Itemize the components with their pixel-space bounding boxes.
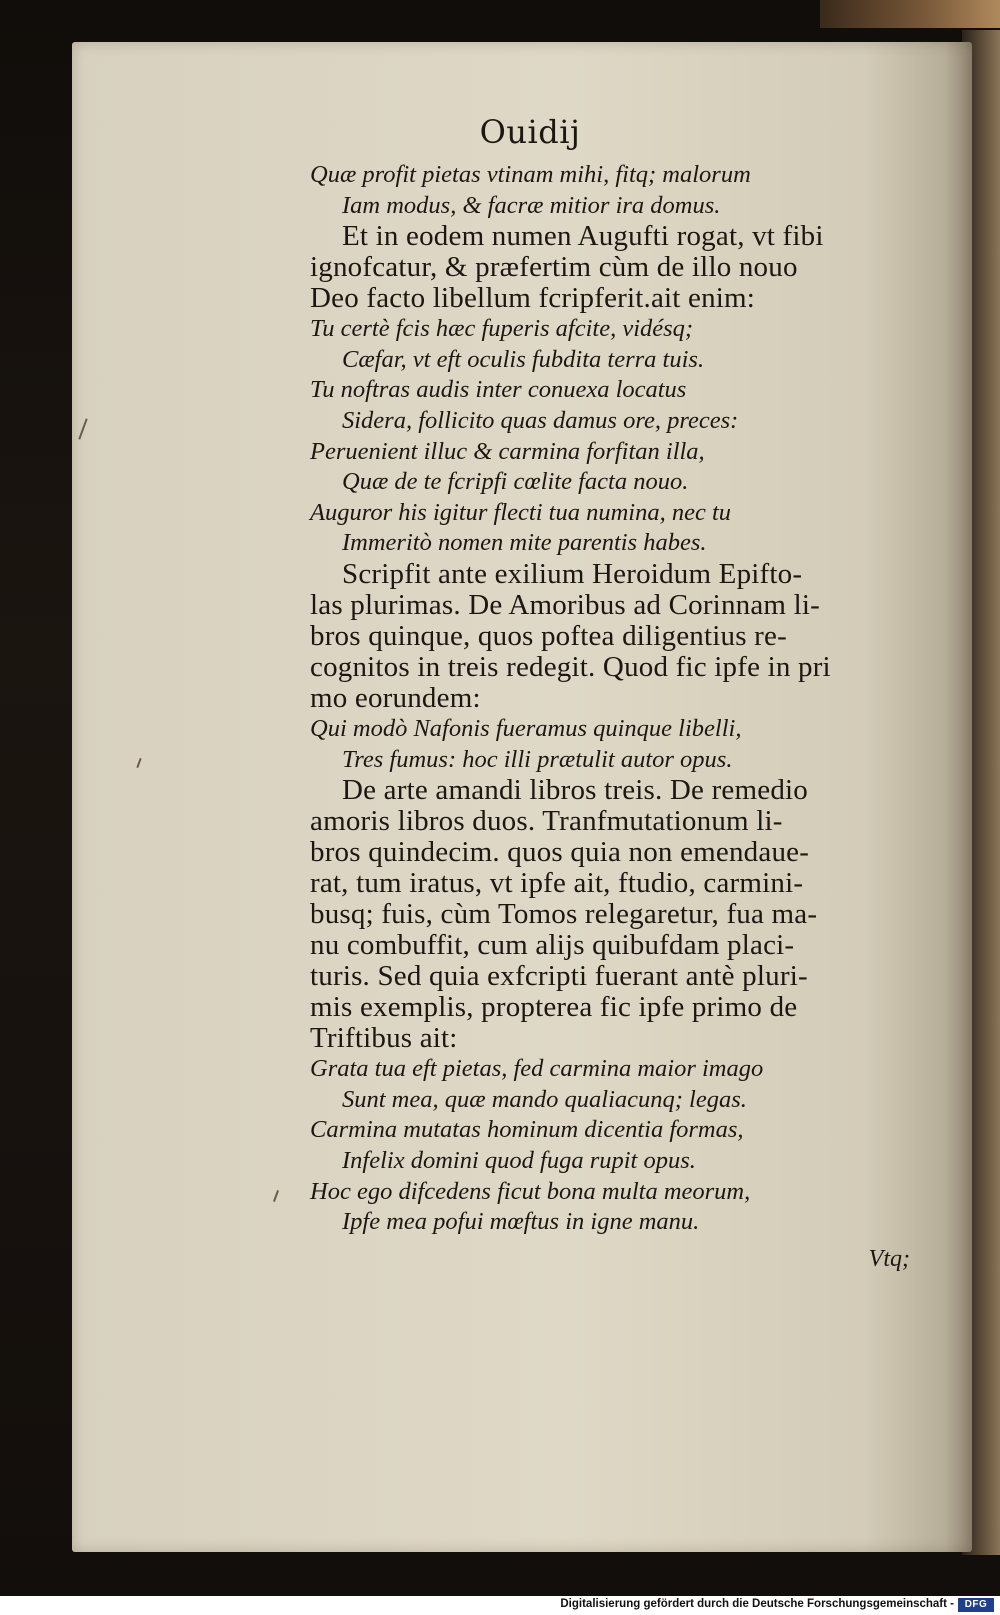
page-text (310, 110, 920, 1276)
verse-line: Tu noftras audis inter conuexa locatus (310, 376, 687, 404)
verse-line: Tres fumus: hoc illi prætulit autor opus. (342, 745, 733, 773)
prose-line: Scripfit ante exilium Heroidum Epifto- (342, 557, 803, 590)
footer-credit: Digitalisierung gefördert durch die Deutsche Forschungsgemeinschaft - (560, 1598, 954, 1610)
prose-line: amoris libros duos. Tranfmutationum li- (310, 805, 783, 838)
prose-line: Triftibus ait: (310, 1022, 458, 1055)
verse-line: Quæ profit pietas vtinam mihi, fitq; malorum (310, 161, 751, 188)
digitization-footer (0, 1596, 1000, 1615)
verse-line: Immeritò nomen mite parentis habes. (342, 529, 707, 557)
verse-line: Infelix domini quod fuga rupit opus. (342, 1146, 696, 1174)
verse-line: Cæfar, vt eft oculis fubdita terra tuis. (342, 345, 705, 373)
prose-line: cognitos in treis redegit. Quod fic ipfe in pri (310, 650, 831, 683)
prose-line: ignofcatur, & præfertim cùm de illo nouo (310, 251, 798, 284)
catchword: Vtq; (868, 1245, 910, 1272)
prose-line: las plurimas. De Amoribus ad Corinnam li- (310, 588, 820, 621)
prose-line: rat, tum iratus, vt ipfe ait, ftudio, carmini- (310, 867, 804, 900)
verse-line: Carmina mutatas hominum dicentia formas, (310, 1116, 744, 1144)
verse-line: Ipfe mea pofui mœftus in igne manu. (342, 1208, 700, 1236)
verse-line: Peruenient illuc & carmina forfitan illa, (310, 437, 705, 465)
prose-line: nu combuffit, cum alijs quibufdam placi- (310, 929, 795, 962)
prose-line: bros quindecim. quos quia non emendaue- (310, 836, 810, 869)
prose-line: De arte amandi libros treis. De remedio (342, 774, 808, 807)
verse-line: Iam modus, & facræ mitior ira domus. (342, 191, 721, 219)
prose-line: busq; fuis, cùm Tomos relegaretur, fua ma- (310, 898, 818, 931)
verse-line: Sunt mea, quæ mando qualiacunq; legas. (342, 1085, 747, 1113)
prose-line: Et in eodem numen Augufti rogat, vt fibi (342, 220, 824, 253)
book-edge-top (820, 0, 1000, 28)
prose-line: turis. Sed quia exfcripti fuerant antè pluri- (310, 960, 808, 993)
verse-line: Hoc ego difcedens ficut bona multa meorum, (310, 1177, 751, 1205)
dfg-logo-icon: DFG (958, 1598, 994, 1612)
running-head: Ouidij (479, 113, 581, 151)
verse-line: Sidera, follicito quas damus ore, preces: (342, 406, 739, 434)
verse-line: Quæ de te fcripfi cœlite facta nouo. (342, 468, 689, 496)
verse-line: Tu certè fcis hæc fuperis afcite, vidésq; (310, 315, 694, 343)
prose-line: mis exemplis, propterea fic ipfe primo de (310, 991, 798, 1024)
prose-line: Deo facto libellum fcripferit.ait enim: (310, 282, 756, 315)
verse-line: Grata tua eft pietas, fed carmina maior imago (310, 1055, 764, 1083)
prose-line: bros quinque, quos poftea diligentius re- (310, 619, 787, 652)
prose-line: mo eorundem: (310, 681, 481, 714)
text-lines (310, 160, 920, 1238)
verse-line: Qui modò Nafonis fueramus quinque libelli, (310, 714, 742, 742)
verse-line: Auguror his igitur flecti tua numina, nec tu (310, 498, 732, 526)
